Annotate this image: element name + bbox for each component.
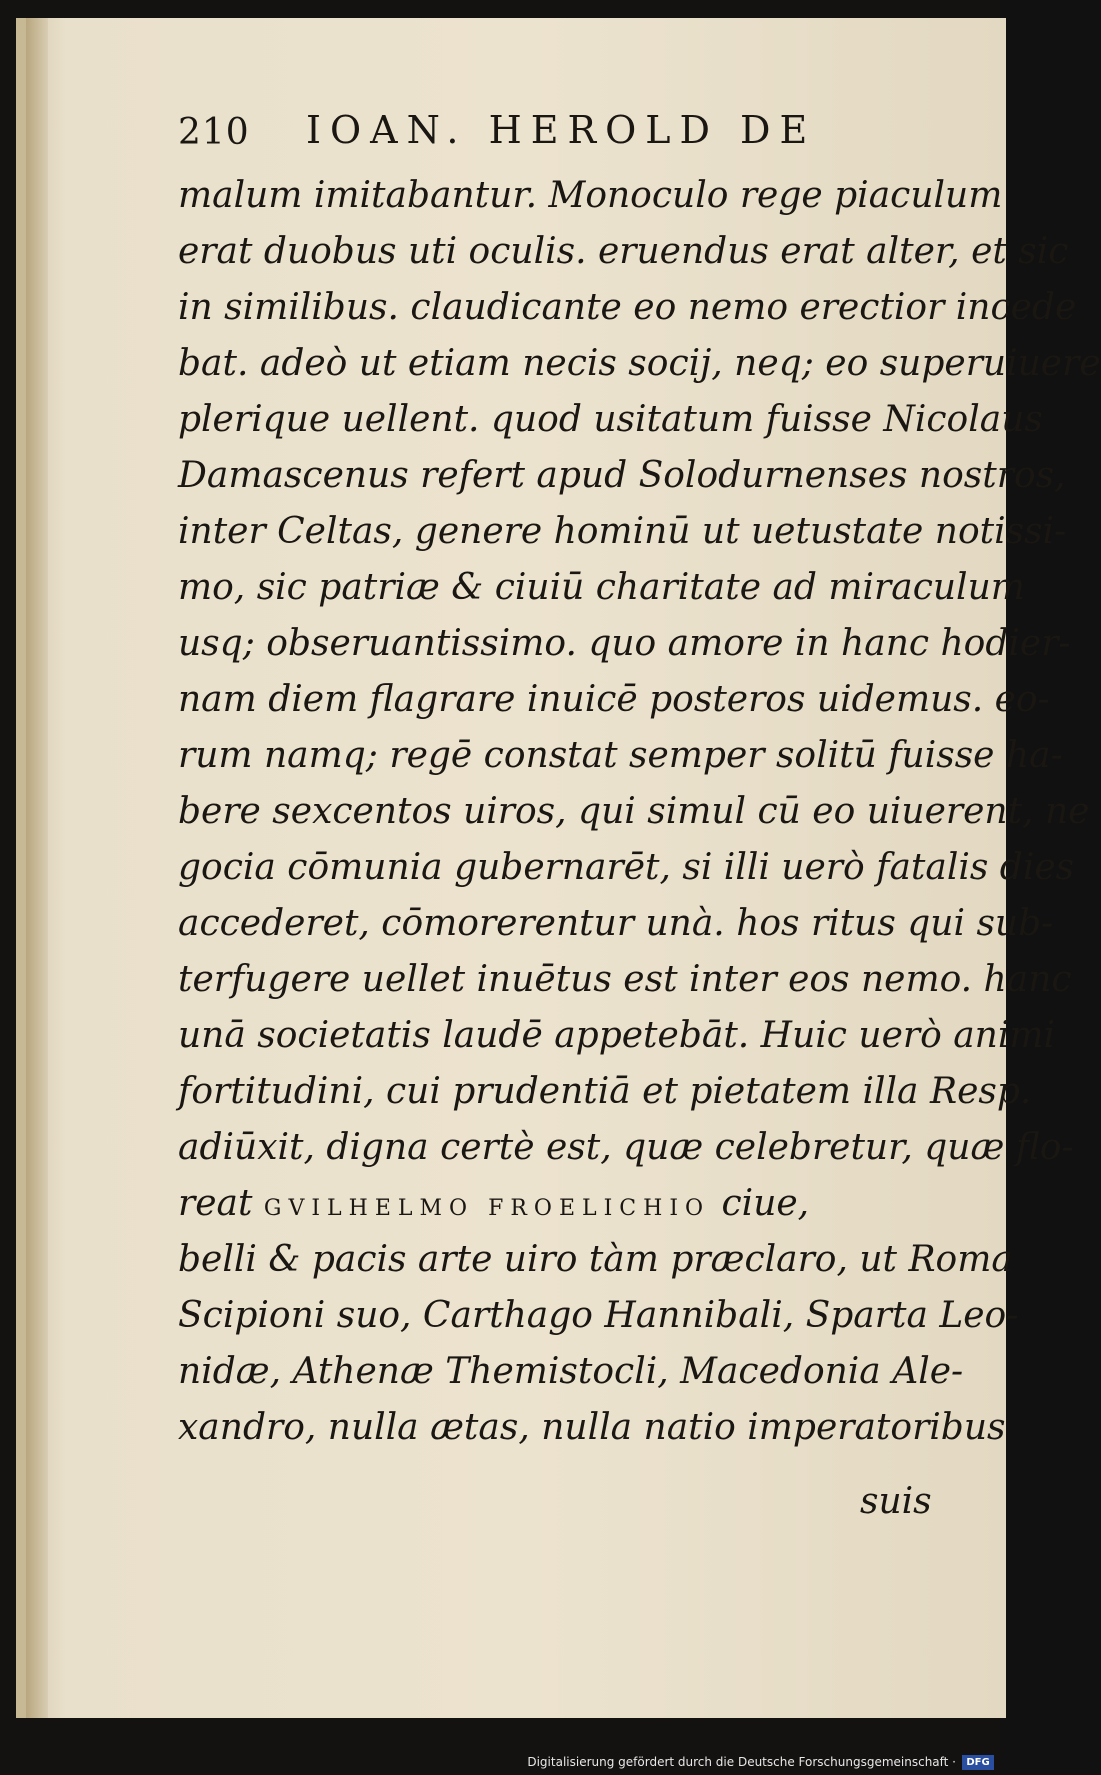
text-line: inter Celtas, genere hominū ut uetustate notissi- [178, 511, 1067, 552]
text-line-with-name [178, 1176, 968, 1232]
text-line: accederet, cōmorerentur unà. hos ritus qui sub- [178, 903, 1054, 944]
text-line: fortitudini, cui prudentiā et pietatem illa Resp. [178, 1071, 1032, 1112]
text-line: bere sexcentos uiros, qui simul cū eo uiuerent, ne [178, 791, 1090, 832]
footer-bar [0, 1751, 1000, 1775]
page-number: 210 [178, 112, 250, 153]
text-line: in similibus. claudicante eo nemo erectior incede [178, 287, 1077, 328]
line-start: reat [178, 1183, 253, 1224]
text-line: bat. adeò ut etiam necis socij, neq; eo superuiuere [178, 343, 1101, 384]
text-line: nam diem flagrare inuicē posteros uidemus. eo- [178, 679, 1050, 720]
text-line: adiūxit, digna certè est, quæ celebretur, quæ flo- [178, 1127, 1074, 1168]
text-line: usq; obseruantissimo. quo amore in hanc hodier- [178, 623, 1071, 664]
text-line: erat duobus uti oculis. eruendus erat alter, et sic [178, 231, 1069, 272]
text-line: unā societatis laudē appetebāt. Huic uerò animi [178, 1015, 1056, 1056]
text-line: gocia cōmunia gubernarēt, si illi uerò fatalis dies [178, 847, 1075, 888]
text-line: terfugere uellet inuētus est inter eos nemo. hanc [178, 959, 1072, 1000]
running-head: IOAN. HEROLD DE [306, 108, 817, 152]
catchword: suis [860, 1481, 932, 1522]
text-line: mo, sic patriæ & ciuiū charitate ad miraculum [178, 567, 1025, 608]
text-line: nidæ, Athenæ Themistocli, Macedonia Ale- [178, 1351, 964, 1392]
line-end: ciue, [721, 1183, 810, 1224]
funding-credit: Digitalisierung gefördert durch die Deutsche Forschungsgemeinschaft · [527, 1755, 956, 1769]
text-line: belli & pacis arte uiro tàm præclaro, ut Roma [178, 1239, 1013, 1280]
text-line: xandro, nulla ætas, nulla natio imperatoribus [178, 1407, 1006, 1448]
text-line: rum namq; regē constat semper solitū fuisse ha- [178, 735, 1063, 776]
dfg-logo: DFG [962, 1755, 994, 1770]
page-header [178, 100, 938, 160]
page-binding-edge [26, 18, 48, 1718]
person-name: GVILHELMO FROELICHIO [263, 1196, 711, 1221]
text-line: malum imitabantur. Monoculo rege piaculum [178, 175, 1003, 216]
text-line: Scipioni suo, Carthago Hannibali, Sparta Leo- [178, 1295, 1019, 1336]
text-line: Damascenus refert apud Solodurnenses nostros, [178, 455, 1066, 496]
text-line: plerique uellent. quod usitatum fuisse Nicolaus [178, 399, 1043, 440]
body-text [178, 168, 1101, 1456]
